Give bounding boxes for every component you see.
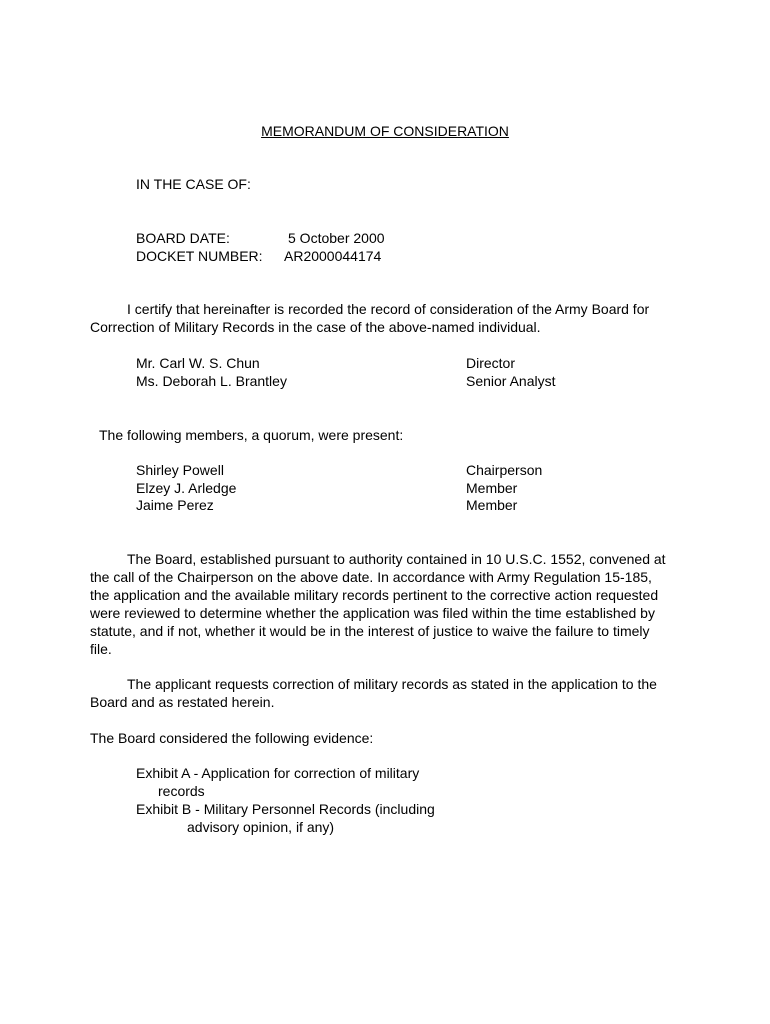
board-date-value: 5 October 2000: [288, 230, 385, 246]
quorum-statement: The following members, a quorum, were present:: [99, 427, 404, 443]
exhibit-a: Exhibit A - Application for correction of military: [136, 765, 420, 781]
member-role: Member: [466, 497, 518, 513]
docket-number-value: AR2000044174: [284, 248, 382, 264]
member-role: Member: [466, 480, 518, 496]
certify-paragraph: I certify that hereinafter is recorded the record of consideration of the Army Board for Correction of Military Records in the case of the above-named individual.: [90, 301, 650, 335]
exhibit-b: Exhibit B - Military Personnel Records (including: [136, 801, 435, 817]
case-label: IN THE CASE OF:: [136, 176, 251, 192]
staff-name: Mr. Carl W. S. Chun: [136, 355, 260, 371]
member-name: Elzey J. Arledge: [136, 480, 237, 496]
board-paragraph: The Board, established pursuant to authority contained in 10 U.S.C. 1552, convened at the call of the Chairperson on the above date. In accordance with Army Regulation 15-185, the application and the available military records pertinent to the corrective action requested were reviewed to determine whether the application was filed within the time established by statute, and if not, whether it would be in the interest of justice to waive the failure to timely file.: [90, 551, 666, 657]
exhibit-b-continued: advisory opinion, if any): [187, 819, 335, 835]
staff-name: Ms. Deborah L. Brantley: [136, 373, 287, 389]
member-role: Chairperson: [466, 462, 543, 478]
member-name: Shirley Powell: [136, 462, 224, 478]
staff-role: Senior Analyst: [466, 373, 556, 389]
board-date-label: BOARD DATE:: [136, 230, 230, 246]
evidence-label: The Board considered the following evidence:: [90, 730, 374, 746]
page-title: MEMORANDUM OF CONSIDERATION: [261, 123, 509, 139]
docket-number-label: DOCKET NUMBER:: [136, 248, 263, 264]
applicant-paragraph: The applicant requests correction of military records as stated in the application to the Board and as restated herein.: [90, 676, 657, 710]
staff-role: Director: [466, 355, 516, 371]
exhibit-a-continued: records: [158, 783, 205, 799]
member-name: Jaime Perez: [136, 497, 214, 513]
